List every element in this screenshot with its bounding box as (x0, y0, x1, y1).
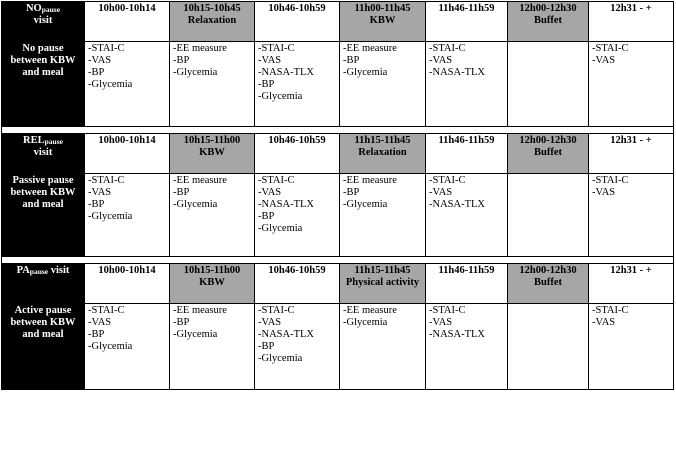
measure-item: -BP (173, 187, 190, 198)
visit-description: Passive pause between KBW and meal (2, 174, 85, 257)
visit-label-tail: visit (50, 265, 70, 276)
time-slot-header (589, 264, 674, 304)
visit-label-main: NO (25, 3, 42, 14)
measure-item: -EE measure (173, 43, 227, 54)
measure-item: -BP (88, 329, 105, 340)
measure-item: -Glycemia (343, 199, 388, 210)
measures-cell (85, 174, 170, 257)
visit-label-tail: visit (33, 15, 53, 26)
measure-item: -VAS (592, 317, 616, 328)
time-range: 10h46-10h59 (268, 3, 326, 14)
activity-label: Relaxation (358, 147, 407, 158)
measure-item: -VAS (88, 187, 112, 198)
measure-item: -STAI-C (429, 43, 466, 54)
measures-cell (340, 304, 426, 390)
measure-item: -VAS (429, 55, 453, 66)
time-slot-header (508, 2, 589, 42)
measure-item: -VAS (258, 317, 282, 328)
measure-item: -Glycemia (88, 211, 133, 222)
time-slot-header (508, 264, 589, 304)
time-range: 11h46-11h59 (438, 3, 495, 14)
time-range: 10h00-10h14 (98, 135, 156, 146)
measure-item: -Glycemia (173, 199, 218, 210)
measures-cell (426, 42, 508, 127)
section-separator (2, 127, 674, 134)
time-slot-header (340, 264, 426, 304)
activity-label: Buffet (534, 147, 562, 158)
time-range: 11h15-11h45 (354, 135, 411, 146)
measures-cell (85, 304, 170, 390)
measure-item: -BP (88, 199, 105, 210)
time-slot-header (170, 264, 255, 304)
measure-item: -NASA-TLX (429, 329, 485, 340)
measure-item: -BP (173, 317, 190, 328)
time-slot-header (426, 2, 508, 42)
measures-cell (255, 174, 340, 257)
measure-item: -Glycemia (258, 91, 303, 102)
time-slot-header (255, 264, 340, 304)
visit-label-subscript: pause (44, 137, 63, 146)
measure-item: -EE measure (343, 43, 397, 54)
measures-cell (340, 174, 426, 257)
measure-item: -BP (88, 67, 105, 78)
measure-item: -NASA-TLX (258, 329, 314, 340)
measure-item: -VAS (429, 187, 453, 198)
measure-item: -VAS (88, 55, 112, 66)
measure-item: -BP (173, 55, 190, 66)
time-slot-header (508, 134, 589, 174)
time-slot-header (85, 134, 170, 174)
measure-item: -VAS (592, 187, 616, 198)
activity-label: Buffet (534, 277, 562, 288)
visit-label (2, 134, 85, 174)
visit-label-main: REL (23, 135, 45, 146)
section-separator (2, 257, 674, 264)
measure-item: -STAI-C (592, 175, 629, 186)
visit-label-subscript: pause (41, 5, 61, 14)
measure-item: -NASA-TLX (429, 199, 485, 210)
measure-item: -BP (258, 341, 275, 352)
time-range: 10h00-10h14 (98, 265, 156, 276)
measure-item: -VAS (88, 317, 112, 328)
activity-label: Physical activity (345, 277, 420, 288)
table-body (2, 2, 674, 390)
measure-item: -NASA-TLX (258, 67, 314, 78)
activity-label: KBW (369, 15, 396, 26)
time-slot-header (426, 264, 508, 304)
time-range: 11h46-11h59 (438, 265, 495, 276)
measure-item: -Glycemia (343, 67, 388, 78)
time-slot-header (340, 2, 426, 42)
time-slot-header (85, 2, 170, 42)
measures-cell (508, 174, 589, 257)
measure-item: -EE measure (343, 305, 397, 316)
activity-label: Relaxation (187, 15, 237, 26)
time-range: 12h00-12h30 (519, 265, 577, 276)
time-range: 12h00-12h30 (519, 135, 577, 146)
visit-description: Active pause between KBW and meal (2, 304, 85, 390)
time-slot-header (589, 134, 674, 174)
time-range: 12h00-12h30 (519, 3, 577, 14)
time-range: 10h15-10h45 (183, 3, 241, 14)
measures-cell (426, 304, 508, 390)
measure-item: -BP (343, 55, 360, 66)
measures-cell (508, 42, 589, 127)
time-range: 11h15-11h45 (354, 265, 411, 276)
measure-item: -BP (343, 187, 360, 198)
measures-row (2, 42, 674, 127)
measure-item: -VAS (429, 317, 453, 328)
time-slot-header (170, 2, 255, 42)
measure-item: -Glycemia (173, 329, 218, 340)
visit-header-row (2, 134, 674, 174)
measure-item: -EE measure (173, 305, 227, 316)
protocol-schedule-table (1, 1, 674, 390)
measures-cell (255, 304, 340, 390)
visit-label-subscript: pause (29, 267, 49, 276)
visit-label-tail: visit (33, 147, 53, 158)
measure-item: -Glycemia (258, 353, 303, 364)
time-range: 10h00-10h14 (98, 3, 156, 14)
measure-item: -Glycemia (258, 223, 303, 234)
time-range: 11h46-11h59 (438, 135, 495, 146)
separator-cell (2, 257, 674, 264)
time-range: 12h31 - + (610, 265, 652, 276)
measures-cell (589, 304, 674, 390)
visit-label (2, 2, 85, 42)
measure-item: -Glycemia (88, 79, 133, 90)
time-slot-header (255, 134, 340, 174)
measure-item: -Glycemia (343, 317, 388, 328)
activity-label: Buffet (534, 15, 562, 26)
measures-cell (85, 42, 170, 127)
measures-cell (170, 174, 255, 257)
time-range: 10h15-11h00 (183, 265, 241, 276)
measure-item: -STAI-C (258, 175, 295, 186)
measure-item: -STAI-C (429, 305, 466, 316)
measure-item: -STAI-C (429, 175, 466, 186)
measures-row (2, 174, 674, 257)
measures-cell (170, 42, 255, 127)
measures-row (2, 304, 674, 390)
measure-item: -EE measure (343, 175, 397, 186)
measure-item: -EE measure (173, 175, 227, 186)
activity-label: KBW (199, 277, 225, 288)
measure-item: -Glycemia (88, 341, 133, 352)
time-slot-header (426, 134, 508, 174)
activity-label: KBW (199, 147, 225, 158)
measures-cell (170, 304, 255, 390)
measure-item: -VAS (258, 55, 282, 66)
measure-item: -VAS (258, 187, 282, 198)
time-range: 12h31 - + (610, 135, 652, 146)
measures-cell (426, 174, 508, 257)
visit-header-row (2, 2, 674, 42)
time-range: 10h15-11h00 (183, 135, 241, 146)
measure-item: -Glycemia (173, 67, 218, 78)
measures-cell (340, 42, 426, 127)
measure-item: -STAI-C (258, 43, 295, 54)
visit-label (2, 264, 85, 304)
visit-description: No pause between KBW and meal (2, 42, 85, 127)
measures-cell (508, 304, 589, 390)
measure-item: -STAI-C (88, 175, 125, 186)
measure-item: -STAI-C (592, 305, 629, 316)
measures-cell (589, 174, 674, 257)
measure-item: -BP (258, 211, 275, 222)
time-range: 12h31 - + (610, 3, 652, 14)
measure-item: -STAI-C (258, 305, 295, 316)
time-range: 10h46-10h59 (268, 135, 326, 146)
visit-header-row (2, 264, 674, 304)
time-slot-header (340, 134, 426, 174)
measure-item: -VAS (592, 55, 616, 66)
time-slot-header (589, 2, 674, 42)
time-slot-header (255, 2, 340, 42)
measure-item: -NASA-TLX (429, 67, 485, 78)
time-slot-header (170, 134, 255, 174)
measure-item: -BP (258, 79, 275, 90)
separator-cell (2, 127, 674, 134)
measures-cell (255, 42, 340, 127)
measure-item: -STAI-C (88, 43, 125, 54)
measures-cell (589, 42, 674, 127)
visit-label-main: PA (16, 265, 30, 276)
measure-item: -STAI-C (592, 43, 629, 54)
time-range: 10h46-10h59 (268, 265, 326, 276)
time-range: 11h00-11h45 (354, 3, 411, 14)
measure-item: -STAI-C (88, 305, 125, 316)
measure-item: -NASA-TLX (258, 199, 314, 210)
time-slot-header (85, 264, 170, 304)
